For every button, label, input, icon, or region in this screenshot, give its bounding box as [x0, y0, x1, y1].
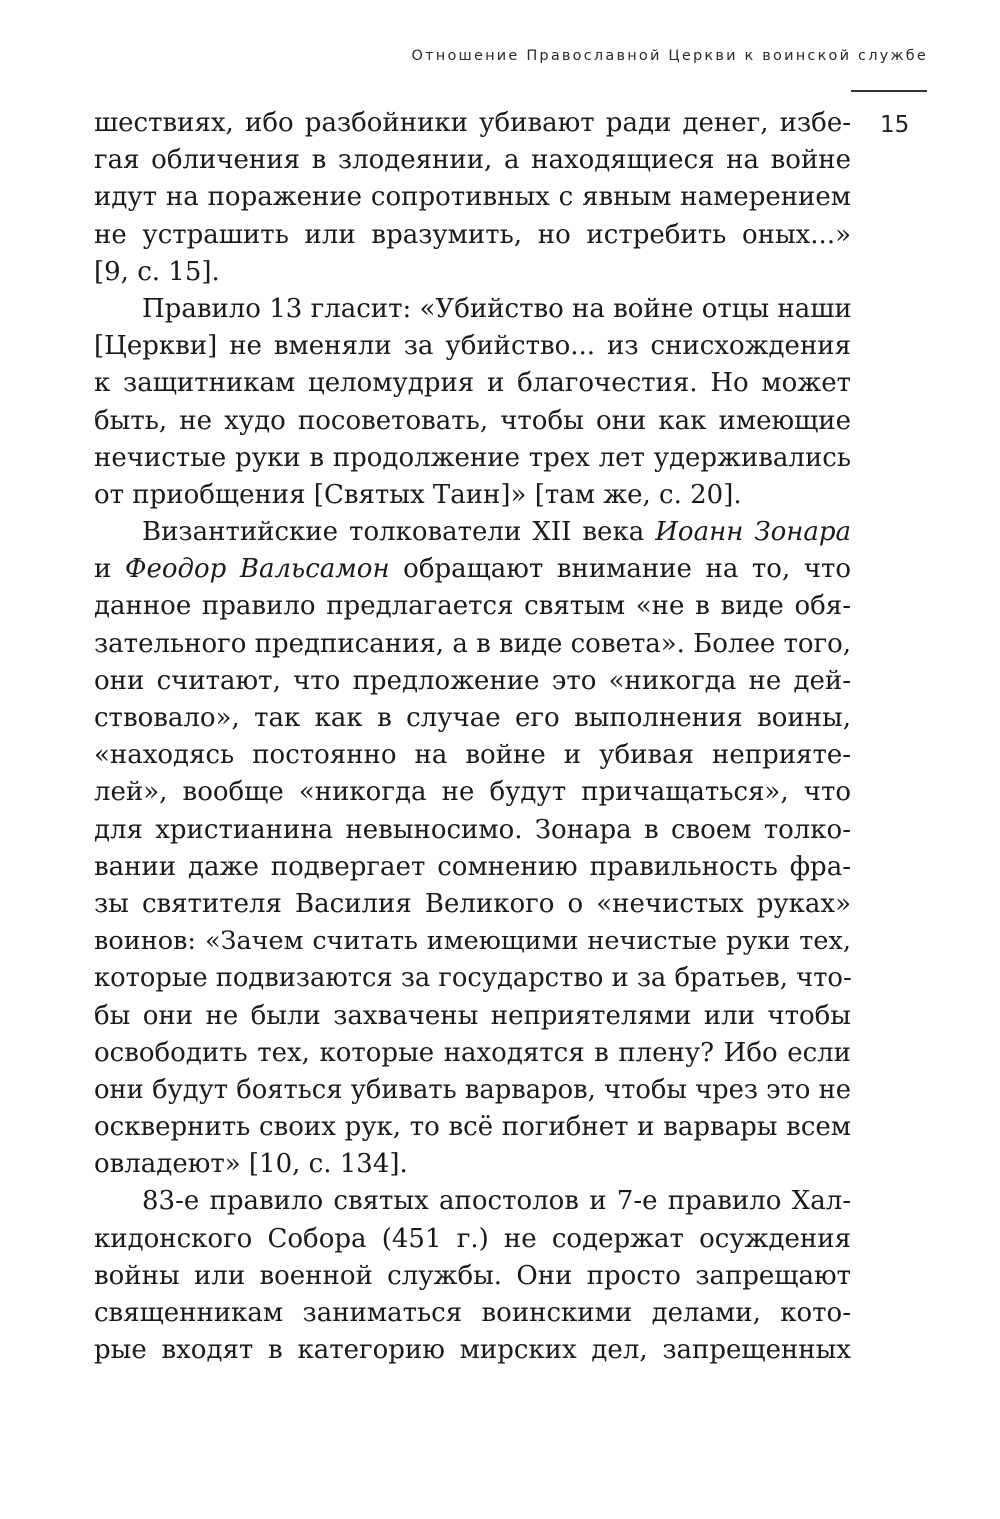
text-line: которые подвизаются за государство и за братьев, что- [94, 963, 852, 994]
text-line: нечистые руки в продолжение трех лет удерживались [94, 442, 851, 473]
text-line: войны или военной службы. Они просто запрещают [94, 1260, 851, 1291]
text-line: они считают, что предложение это «никогда не дей- [94, 665, 851, 696]
text-line: «находясь постоянно на войне и убивая неприяте- [94, 740, 851, 771]
text-line [94, 551, 851, 588]
text-run: Византийские толкователи XII века [142, 517, 656, 548]
text-line: от приобщения [Святых Таин]» [там же, с. 20]. [94, 479, 742, 510]
text-line: идут на поражение сопротивных с явным намерением [94, 182, 851, 213]
text-line: зательного предписания, а в виде совета». Более того, [94, 628, 852, 659]
text-line: для христианина невыносимо. Зонара в своем толко- [94, 814, 851, 845]
author-name-zonaras: Иоанн Зонара [655, 517, 851, 548]
text-line: священникам заниматься воинскими делами, кото- [94, 1298, 851, 1328]
text-line: гая обличения в злодеянии, а находящиеся на войне [94, 145, 851, 176]
text-run: обращают внимание на то, что [389, 554, 852, 585]
text-line: данное правило предлагается святым «не в виде обя- [94, 591, 851, 622]
text-line: воинов: «Зачем считать имеющими нечистые руки тех, [94, 926, 851, 957]
text-line: шествиях, ибо разбойники убивают ради денег, избе- [94, 108, 851, 138]
text-line: овладеют» [10, с. 134]. [94, 1149, 408, 1180]
text-line: Правило 13 гласит: «Убийство на войне отцы наши [142, 293, 852, 324]
page-number: 15 [880, 112, 910, 138]
text-line: к защитникам целомудрия и благочестия. Но может [94, 368, 851, 399]
text-line: [9, с. 15]. [94, 256, 220, 287]
running-head: Отношение Православной Церкви к воинской службе [411, 48, 928, 64]
text-line: рые входят в категорию мирских дел, запрещенных [94, 1335, 851, 1366]
text-line: бы они не были захвачены неприятелями или чтобы [94, 1000, 851, 1031]
text-line: освободить тех, которые находятся в плену? Ибо если [94, 1037, 851, 1068]
text-line: зы святителя Василия Великого о «нечистых руках» [94, 888, 851, 919]
text-line: они будут бояться убивать варваров, чтобы чрез это не [94, 1074, 851, 1105]
text-line: [Церкви] не вменяли за убийство... из снисхождения [94, 331, 851, 362]
text-line: вании даже подвергает сомнению правильность фра- [94, 851, 851, 882]
text-line: осквернить своих рук, то всё погибнет и варвары всем [94, 1112, 851, 1143]
text-line [94, 514, 851, 551]
text-line: быть, не худо посоветовать, чтобы они как имеющие [94, 405, 851, 436]
header-rule [851, 90, 927, 92]
author-name-balsamon: Феодор Вальсамон [124, 554, 390, 585]
text-line: лей», вообще «никогда не будут причащаться», что [94, 777, 851, 808]
text-run: и [94, 554, 125, 585]
text-line: не устрашить или вразумить, но истребить оных...» [94, 219, 851, 250]
body-text [94, 105, 851, 1369]
text-line: ствовало», так как в случае его выполнения воины, [94, 703, 851, 733]
text-line: кидонского Собора (451 г.) не содержат осуждения [94, 1223, 851, 1254]
text-line: 83-е правило святых апостолов и 7-е правило Хал- [142, 1186, 851, 1217]
